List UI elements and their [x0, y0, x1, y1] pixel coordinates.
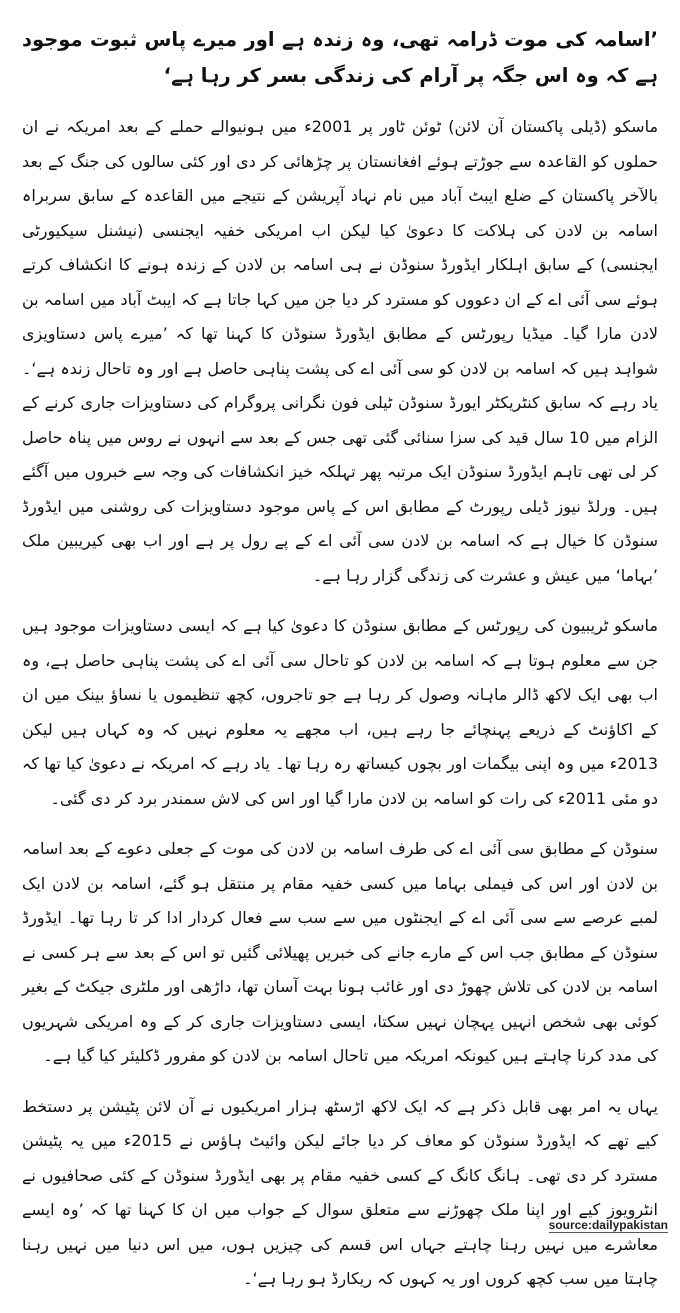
article-paragraph-4: یہاں یہ امر بھی قابل ذکر ہے کہ ایک لاکھ اڑسٹھ ہزار امریکیوں نے آن لائن پٹیشن پر دستخط کیے تھے کہ ایڈورڈ سنوڈن کو معاف کر دیا جائے لیکن وائیٹ ہاؤس نے 2015ء میں یہ پٹیشن مسترد کر دی تھی۔ ہانگ کانگ کے کسی خفیہ مقام پر بھی ایڈورڈ سنوڈن کے کئی صحافیوں نے انٹرویوز کیے اور اپنا ملک چھوڑنے سے متعلق سوال کے جواب میں ان کا کہنا تھا کہ ’وہ ایسے معاشرے میں نہیں رہنا چاہتے جہاں اس قسم کی چیزیں ہوں، میں اس دنیا میں نہیں رہنا چاہتا میں سب کچھ کروں اور یہ کہوں کہ ریکارڈ ہو رہا ہے‘۔	[22, 1096, 658, 1288]
source-credit: source:dailypakistan	[548, 1218, 668, 1232]
article-paragraph-2: ماسکو ٹریبیون کی رپورٹس کے مطابق سنوڈن کا دعویٰ کیا ہے کہ ایسی دستاویزات موجود ہیں جن سے معلوم ہوتا ہے کہ اسامہ بن لادن کو تاحال سی آئی اے کی پشت پناہی حاصل ہے، وہ اب بھی ایک لاکھ ڈالر ماہانہ وصول کر رہا ہے جو تاجروں، کچھ تنظیموں یا نساؤ بینک میں ان کے اکاؤنٹ کے ذریعے پہنچائے جا رہے ہیں، اب مجھے یہ معلوم نہیں کہ وہ کہاں ہیں لیکن 2013ء میں وہ اپنی بیگمات اور بچوں کیساتھ رہ رہا تھا۔ یاد رہے کہ امریکہ نے دعویٰ کیا تھا کہ دو مئی 2011ء کی رات کو اسامہ بن لادن مارا گیا اور اس کی لاش سمندر برد کر دی گئی۔	[22, 616, 658, 808]
article-paragraph-1: ماسکو (ڈیلی پاکستان آن لائن) ٹوئن ٹاور پر 2001ء میں ہونیوالے حملے کے بعد امریکہ نے ان حملوں کو القاعدہ سے جوڑتے ہوئے افغانستان پر چڑھائی کر دی اور کئی سالوں کی جنگ کے بعد بالآخر پاکستان کے ضلع ایبٹ آباد میں نام نہاد آپریشن کے نتیجے میں القاعدہ کے سابق سربراہ اسامہ بن لادن کی ہلاکت کا دعویٰ کیا لیکن اب امریکی خفیہ ایجنسی (نیشنل سیکیورٹی ایجنسی) کے سابق اہلکار ایڈورڈ سنوڈن نے ہی اسامہ بن لادن کے زندہ ہونے کا انکشاف کرتے ہوئے سی آئی اے کے ان دعووں کو مسترد کر دیا جن میں کہا جاتا ہے کہ ایبٹ آباد میں اسامہ بن لادن مارا گیا۔ میڈیا رپورٹس کے مطابق ایڈورڈ سنوڈن کا کہنا تھا کہ ’میرے پاس دستاویزی شواہد ہیں کہ اسامہ بن لادن کو سی آئی اے کی پشت پناہی حاصل ہے اور وہ تاحال زندہ ہے‘۔ یاد رہے کہ سابق کنٹریکٹر ایورڈ سنوڈن ٹیلی فون نگرانی پروگرام کی دستاویزات جاری کرنے کے الزام میں 10 سال قید کی سزا سنائی گئی تھی جس کے بعد سے انہوں نے روس میں پناہ حاصل کر لی تھی تاہم ایڈورڈ سنوڈن ایک مرتبہ پھر تہلکہ خیز انکشافات کی وجہ سے خبروں میں آگئے ہیں۔ ورلڈ نیوز ڈیلی رپورٹ کے مطابق اس کے پاس موجود دستاویزات کی روشنی میں ایڈورڈ سنوڈن کا خیال ہے کہ اسامہ بن لادن سی آئی اے کے پے رول پر ہے اور اب بھی کیریبین ملک ’بہاما‘ میں عیش و عشرت کی زندگی گزار رہا ہے۔	[22, 117, 659, 585]
article-paragraph-3: سنوڈن کے مطابق سی آئی اے کی طرف اسامہ بن لادن کی موت کے جعلی دعوے کے بعد اسامہ بن لادن اور اس کی فیملی بہاما میں کسی خفیہ مقام پر منتقل ہو گئے، اسامہ بن لادن ایک لمبے عرصے سے سی آئی اے کے ایجنٹوں میں سے سب سے فعال کردار ادا کر تا رہا تھا۔ ایڈورڈ سنوڈن کے مطابق جب اس کے مارے جانے کی خبریں پھیلائی گئیں تو اس کے بعد سے ہر کسی نے اسامہ بن لادن کی تلاش چھوڑ دی اور غائب ہونا بہت آسان تھا، داڑھی اور ملٹری جیکٹ کے بغیر کوئی بھی شخص انہیں پہچان نہیں سکتا، ایسی دستاویزات جاری کر کے وہ امریکی شہریوں کی مدد کرنا چاہتے ہیں کیونکہ امریکہ میں تاحال اسامہ بن لادن کو مفرور ڈکلیئر کیا گیا ہے۔	[22, 839, 658, 1065]
article-headline: ’اسامہ کی موت ڈرامہ تھی، وہ زندہ ہے اور میرے پاس ثبوت موجود ہے کہ وہ اس جگہ پر آرام کی زندگی بسر کر رہا ہے‘	[22, 28, 658, 87]
